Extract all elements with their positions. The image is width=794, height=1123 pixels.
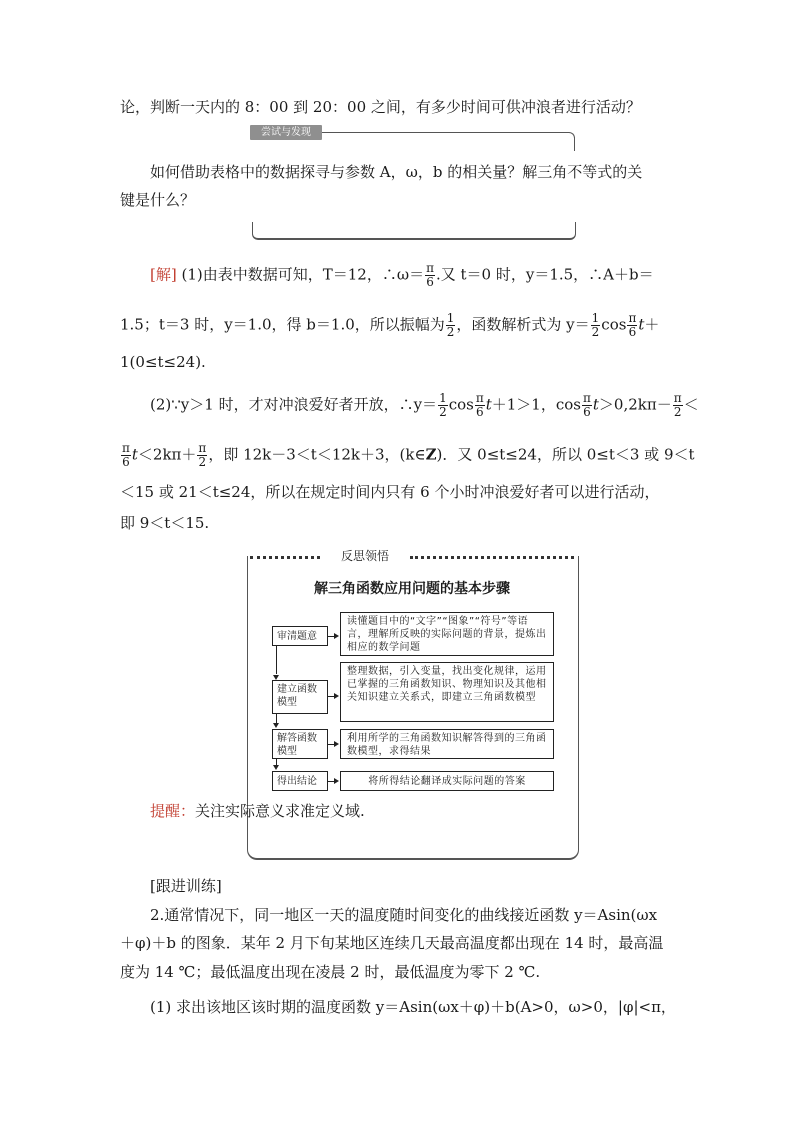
- flow-arrow-right: [334, 778, 339, 784]
- fraction-pi-6: $\frac{\pi}{6}$: [628, 311, 637, 339]
- practice-line-3: 度为 14 ℃；最低温度出现在凌晨 2 时，最低温度为零下 2 ℃.: [120, 963, 541, 981]
- flow-arrow-down: [273, 765, 279, 770]
- fraction-pi-6: $\frac{\pi}{6}$: [122, 441, 130, 469]
- solution-line-3: 1(0≤t≤24).: [120, 353, 206, 371]
- solution-line-6: ＜15 或 21＜t≤24，所以在规定时间内只有 6 个小时冲浪爱好者可以进行活动，: [120, 483, 660, 501]
- reflection-dots-right: [410, 556, 574, 559]
- fraction-pi-6: $\frac{\pi}{6}$: [583, 391, 591, 419]
- flow-step-3-desc: 利用所学的三角函数知识解答得到的三角函数模型，求得结果: [340, 729, 554, 759]
- practice-line-1: 2.通常情况下，同一地区一天的温度随时间变化的曲线接近函数 y＝Asin(ωx: [150, 906, 658, 924]
- reminder: [150, 801, 365, 821]
- fraction-pi-6: $\frac{\pi}{6}$: [475, 391, 484, 419]
- try-box-line-1: 如何借助表格中的数据探寻与参数 A，ω，b 的相关量？解三角不等式的关: [150, 163, 643, 181]
- flow-arrow-right: [334, 693, 339, 699]
- flow-step-4-label: 得出结论: [272, 771, 328, 791]
- fraction-1-2: $\frac{1}{2}$: [446, 311, 455, 339]
- flow-arrow-right: [334, 741, 339, 747]
- fraction-pi-6: $\frac{\pi}{6}$: [426, 261, 434, 289]
- solution-tag: [解]: [150, 265, 177, 284]
- flow-step-1-label: 审清题意: [272, 626, 328, 646]
- flow-step-2-label: 建立函数模型: [272, 680, 328, 714]
- solution-line-4: (2)∵y＞1 时，才对冲浪爱好者开放，∴y＝ $\frac{1}{2}$ cos $\frac{\pi}{6}$ t＋1＞1，cos $\frac{\pi}{6}$ t＞0,2kπ－ $\frac{\pi}{2}$ ＜: [150, 391, 699, 419]
- fraction-1-2: $\frac{1}{2}$: [439, 391, 447, 419]
- flow-connector: [276, 646, 277, 674]
- flow-step-1-desc: 读懂题目中的“文字”“图象”“符号”等语言，理解所反映的实际问题的背景，提炼出相应的数学问题: [340, 612, 554, 656]
- flow-connector: [276, 714, 277, 723]
- practice-line-4: (1) 求出该地区该时期的温度函数 y＝Asin(ωx＋φ)＋b(A>0，ω>0，|φ|<π，: [150, 998, 676, 1016]
- flow-arrow-down: [273, 675, 279, 680]
- reflection-title: 反思领悟: [320, 546, 410, 566]
- flow-step-2-desc: 整理数据，引入变量，找出变化规律，运用已掌握的三角函数知识、物理知识及其他相关知识建立关系式，即建立三角函数模型: [340, 662, 554, 722]
- fraction-1-2: $\frac{1}{2}$: [591, 311, 600, 339]
- intro-text: 论，判断一天内的 8：00 到 20：00 之间，有多少时间可供冲浪者进行活动？: [120, 98, 641, 116]
- solution-text: .又 t＝0 时，y＝1.5，∴A＋b＝: [435, 265, 654, 284]
- try-box-frame-bottom: [252, 222, 576, 240]
- practice-line-2: ＋φ)＋b 的图象．某年 2 月下旬某地区连续几天最高温度都出现在 14 时，最高温: [120, 934, 664, 952]
- practice-header: [跟进训练]: [150, 877, 222, 895]
- reminder-text: 关注实际意义求准定义域.: [195, 802, 365, 820]
- solution-text: T＝12，∴ω＝: [322, 265, 425, 284]
- flow-arrow-right: [334, 633, 339, 639]
- fraction-pi-2: $\frac{\pi}{2}$: [198, 441, 207, 469]
- flow-arrow-down: [273, 723, 279, 728]
- reminder-label: 提醒：: [150, 802, 196, 820]
- solution-line-7: 即 9＜t＜15.: [120, 514, 210, 532]
- fraction-pi-2: $\frac{\pi}{2}$: [673, 391, 682, 419]
- solution-line-5: $\frac{\pi}{6}$ t＜2kπ＋ $\frac{\pi}{2}$ ，即 12k－3＜t＜12k＋3，(k∈Z)．又 0≤t≤24，所以 0≤t＜3 或 9＜t: [122, 441, 695, 469]
- flow-step-3-label: 解答函数模型: [272, 729, 328, 759]
- solution-line-1: [150, 262, 654, 289]
- reflection-dots-left: [250, 556, 320, 559]
- flowchart-title: 解三角函数应用问题的基本步骤: [314, 581, 510, 597]
- try-box-tab: 尝试与发现: [250, 125, 322, 140]
- flow-step-4-desc: 将所得结论翻译成实际问题的答案: [340, 771, 554, 791]
- solution-line-2: 1.5；t＝3 时，y＝1.0，得 b＝1.0，所以振幅为 $\frac{1}{2}$ ，函数解析式为 y＝ $\frac{1}{2}$ cos $\frac{\pi}{6}$ t＋: [120, 311, 660, 339]
- solution-text: (1)由表中数据可知，: [181, 265, 323, 284]
- try-box-line-2: 键是什么？: [120, 191, 196, 209]
